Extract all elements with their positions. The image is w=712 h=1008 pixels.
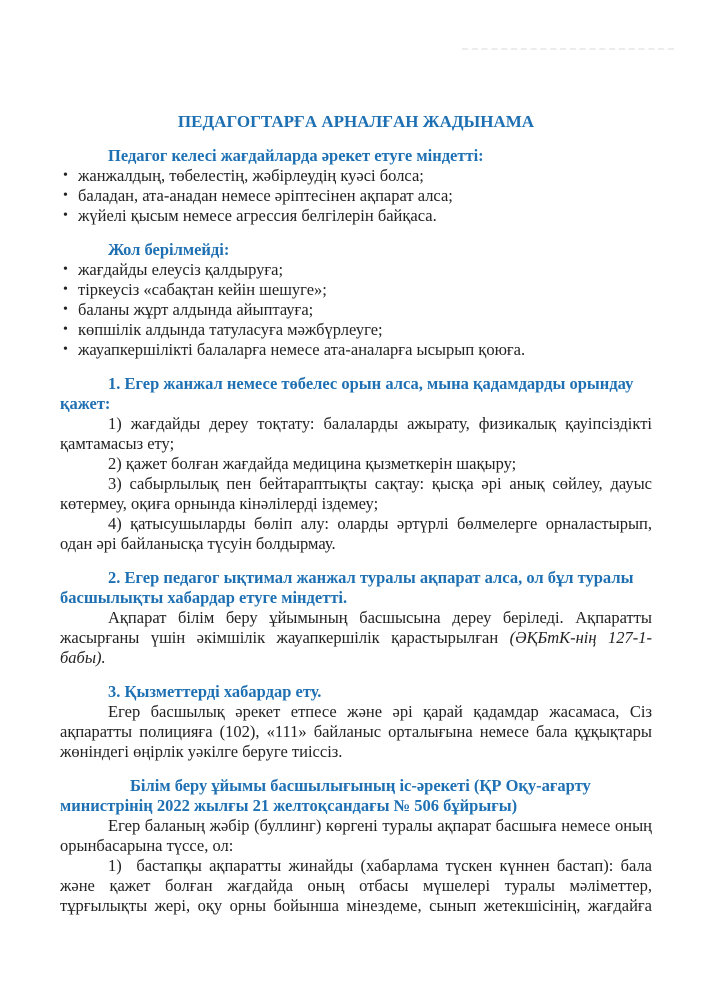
section-heading-step2-inform-management: 2. Егер педагог ықтимал жанжал туралы ақпарат алса, ол бұл туралы басшылықты хабардар етуге міндетті.: [60, 568, 634, 607]
bullet-item: • жағдайды елеусіз қалдыруға;: [60, 260, 652, 280]
bullet-item: • тіркеусіз «сабақтан кейін шешуге»;: [60, 280, 652, 300]
scan-artifact-dashed-line: [462, 48, 674, 50]
teacher-duties-bullet-list: [60, 166, 652, 226]
body-paragraph: Егер баланың жәбір (буллинг) көргені туралы ақпарат басшыға немесе оның орынбасарына түссе, ол:: [60, 816, 652, 855]
bullet-item: • баладан, ата-анадан немесе әріптесінен ақпарат алса;: [60, 186, 652, 206]
section-heading-step1-conflict: 1. Егер жанжал немесе төбелес орын алса, мына қадамдарды орындау қажет:: [60, 374, 634, 413]
numbered-item: 1) жағдайды дереу тоқтату: балаларды ажырату, физикалық қауіпсіздікті қамтамасыз ету;: [60, 414, 652, 453]
numbered-item: 2) қажет болған жағдайда медицина қызметкерін шақыру;: [108, 454, 517, 473]
bullet-item: • жанжалдың, төбелестің, жәбірлеудің куәсі болса;: [60, 166, 652, 186]
bullet-item: • көпшілік алдында татуласуға мәжбүрлеуге;: [60, 320, 652, 340]
paragraph-text: Ақпарат білім беру ұйымының басшысына дереу беріледі. Ақпаратты жасырғаны үшін әкімшілік жауапкершілік қарастырылған: [60, 608, 652, 647]
body-paragraph: [60, 608, 652, 668]
numbered-item: 3) сабырлылық пен бейтараптықты сақтау: қысқа әрі анық сөйлеу, дауыс көтермеу, оқиға орнында кінәлілерді іздемеу;: [60, 474, 652, 513]
legal-reference-italic: (ӘҚБтК-нің 127-1-бабы).: [60, 628, 652, 667]
body-paragraph: Егер басшылық әрекет етпесе және әрі қарай қадамдар жасамаса, Сіз ақпаратты полицияға (102), «111» байланыс орталығына немесе бала құқықтары жөніндегі өңірлік уәкілге беруге тиіссіз.: [60, 702, 652, 761]
prohibited-bullet-list: [60, 260, 652, 360]
numbered-item: 4) қатысушыларды бөліп алу: оларды әртүрлі бөлмелерге орналастырып, одан әрі байланысқа түсуін болдырмау.: [60, 514, 652, 553]
document-content: [60, 112, 652, 916]
section-heading-admin-actions: Білім беру ұйымы басшылығының іс-әрекеті (ҚР Оқу-ағарту министрінің 2022 жылғы 21 желтоқсандағы № 506 бұйрығы): [60, 776, 591, 815]
numbered-item: 1) бастапқы ақпаратты жинайды (хабарлама түскен күннен бастап): бала және қажет болған жағдайда оның отбасы мүшелері туралы мәліметтер, тұрғылықты жері, оқу орны бойынша мінездеме, сынып жетекшісінің, жағдайға: [60, 856, 652, 915]
bullet-item: • баланы жұрт алдында айыптауға;: [60, 300, 652, 320]
section-heading-teacher-duties: Педагог келесі жағдайларда әрекет етуге міндетті:: [108, 146, 484, 165]
page-title: ПЕДАГОГТАРҒА АРНАЛҒАН ЖАДЫНАМА: [177, 112, 535, 131]
section-heading-step3-notify-services: 3. Қызметтерді хабардар ету.: [108, 682, 322, 701]
bullet-item: • жауапкершілікті балаларға немесе ата-аналарға ысырып қоюға.: [60, 340, 652, 360]
section-heading-prohibited: Жол берілмейді:: [108, 240, 230, 259]
bullet-item: • жүйелі қысым немесе агрессия белгілерін байқаса.: [60, 206, 652, 226]
